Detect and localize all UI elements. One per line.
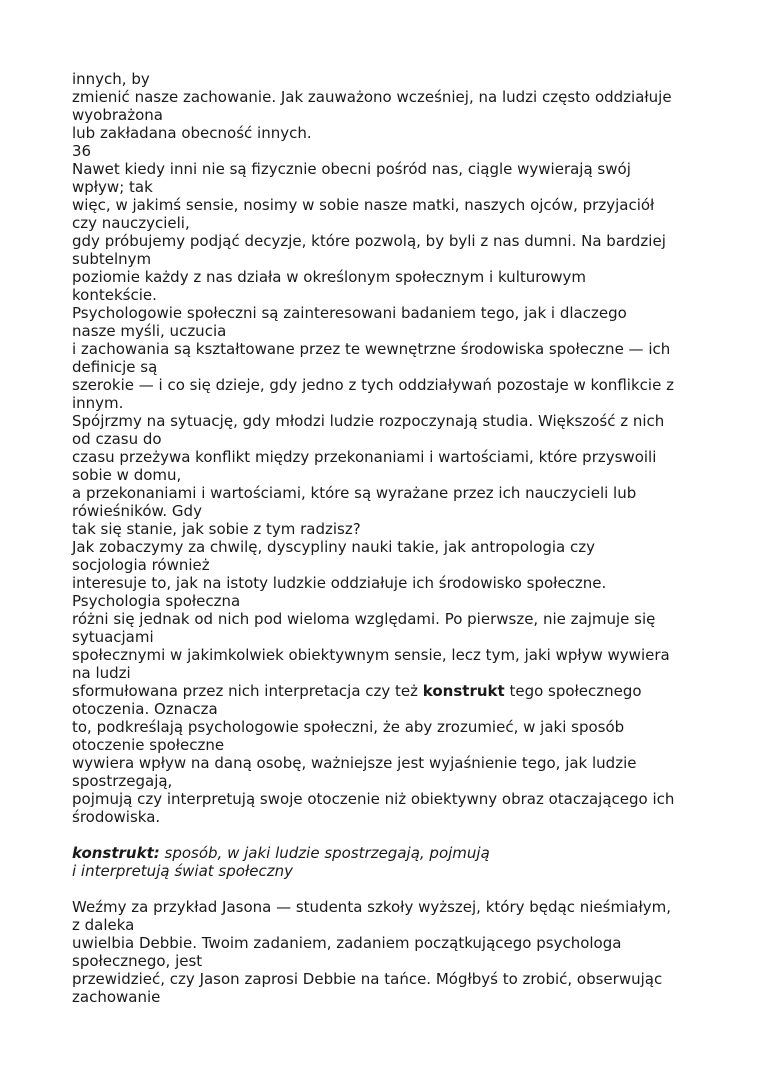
text-line: zmienić nasze zachowanie. Jak zauważono wcześniej, na ludzi często oddziałuje (72, 88, 672, 106)
text-line: innym. (72, 394, 124, 412)
paragraph-block-b (72, 700, 712, 826)
definition-text-1: sposób, w jaki ludzie spostrzegają, pojmują (159, 844, 490, 862)
text-line: z daleka (72, 916, 135, 934)
text-line: socjologia również (72, 556, 210, 574)
text-line: subtelnym (72, 250, 152, 268)
paragraph-block-a (72, 70, 712, 682)
text-line: czy nauczycieli, (72, 214, 190, 232)
text-line: gdy próbujemy podjąć decyzje, które pozwolą, by byli z nas dumni. Na bardziej (72, 232, 666, 250)
text-line: wyobrażona (72, 106, 163, 124)
text-line: definicje są (72, 358, 158, 376)
text-line: rówieśników. Gdy (72, 502, 202, 520)
text-line: na ludzi (72, 664, 131, 682)
definition-box (72, 844, 712, 880)
text-line: zachowanie (72, 988, 161, 1006)
text-line: tak się stanie, jak sobie z tym radzisz? (72, 520, 361, 538)
text-line: szerokie — i co się dzieje, gdy jedno z tych oddziaływań pozostaje w konflikcie z (72, 376, 674, 394)
definition-term: konstrukt: (72, 844, 160, 862)
text-line: uwielbia Debbie. Twoim zadaniem, zadaniem początkującego psychologa (72, 934, 622, 952)
text-line: otoczenie społeczne (72, 736, 225, 754)
text-line: społecznymi w jakimkolwiek obiektywnym sensie, lecz tym, jaki wpływ wywiera (72, 646, 670, 664)
text-line: Weźmy za przykład Jasona — studenta szkoły wyższej, który będąc nieśmiałym, (72, 898, 671, 916)
text-line: środowiska. (72, 808, 161, 826)
paragraph-block-c (72, 898, 712, 1006)
text-line: wywiera wpływ na daną osobę, ważniejsze jest wyjaśnienie tego, jak ludzie (72, 754, 637, 772)
spacer (72, 826, 712, 844)
text-line: a przekonaniami i wartościami, które są wyrażane przez ich nauczycieli lub (72, 484, 637, 502)
definition-text-2: i interpretują świat społeczny (72, 862, 293, 880)
text-line: Jak zobaczymy za chwilę, dyscypliny nauki takie, jak antropologia czy (72, 538, 596, 556)
text-line: 36 (72, 142, 92, 160)
text-line: innych, by (72, 70, 150, 88)
construct-line-before: sformułowana przez nich interpretacja czy też (72, 682, 423, 700)
text-line: lub zakładana obecność innych. (72, 124, 312, 142)
text-line: pojmują czy interpretują swoje otoczenie niż obiektywny obraz otaczającego ich (72, 790, 675, 808)
text-line: społecznego, jest (72, 952, 203, 970)
text-line: sobie w domu, (72, 466, 182, 484)
text-line: sytuacjami (72, 628, 154, 646)
text-line: Psychologia społeczna (72, 592, 241, 610)
text-line: Spójrzmy na sytuację, gdy młodzi ludzie rozpoczynają studia. Większość z nich (72, 412, 665, 430)
text-line: interesuje to, jak na istoty ludzkie oddziałuje ich środowisko społeczne. (72, 574, 607, 592)
text-line: otoczenia. Oznacza (72, 700, 218, 718)
text-line: od czasu do (72, 430, 162, 448)
text-line: nasze myśli, uczucia (72, 322, 227, 340)
text-line: przewidzieć, czy Jason zaprosi Debbie na tańce. Mógłbyś to zrobić, obserwując (72, 970, 663, 988)
text-line: Psychologowie społeczni są zainteresowani badaniem tego, jak i dlaczego (72, 304, 627, 322)
text-line: to, podkreślają psychologowie społeczni, że aby zrozumieć, w jaki sposób (72, 718, 625, 736)
text-line: więc, w jakimś sensie, nosimy w sobie nasze matki, naszych ojców, przyjaciół (72, 196, 655, 214)
definition-line-1 (72, 844, 712, 862)
construct-line-after: tego społecznego (504, 682, 642, 700)
text-line: różni się jednak od nich pod wieloma względami. Po pierwsze, nie zajmuje się (72, 610, 656, 628)
construct-line (72, 682, 712, 700)
text-line: czasu przeżywa konflikt między przekonaniami i wartościami, które przyswoili (72, 448, 657, 466)
construct-term: konstrukt (422, 682, 505, 700)
text-line: wpływ; tak (72, 178, 153, 196)
text-line: spostrzegają, (72, 772, 173, 790)
text-line: kontekście. (72, 286, 157, 304)
spacer (72, 880, 712, 898)
document-page (72, 70, 712, 1006)
text-line: Nawet kiedy inni nie są fizycznie obecni pośród nas, ciągle wywierają swój (72, 160, 631, 178)
text-line: i zachowania są kształtowane przez te wewnętrzne środowiska społeczne — ich (72, 340, 671, 358)
text-line: poziomie każdy z nas działa w określonym społecznym i kulturowym (72, 268, 587, 286)
